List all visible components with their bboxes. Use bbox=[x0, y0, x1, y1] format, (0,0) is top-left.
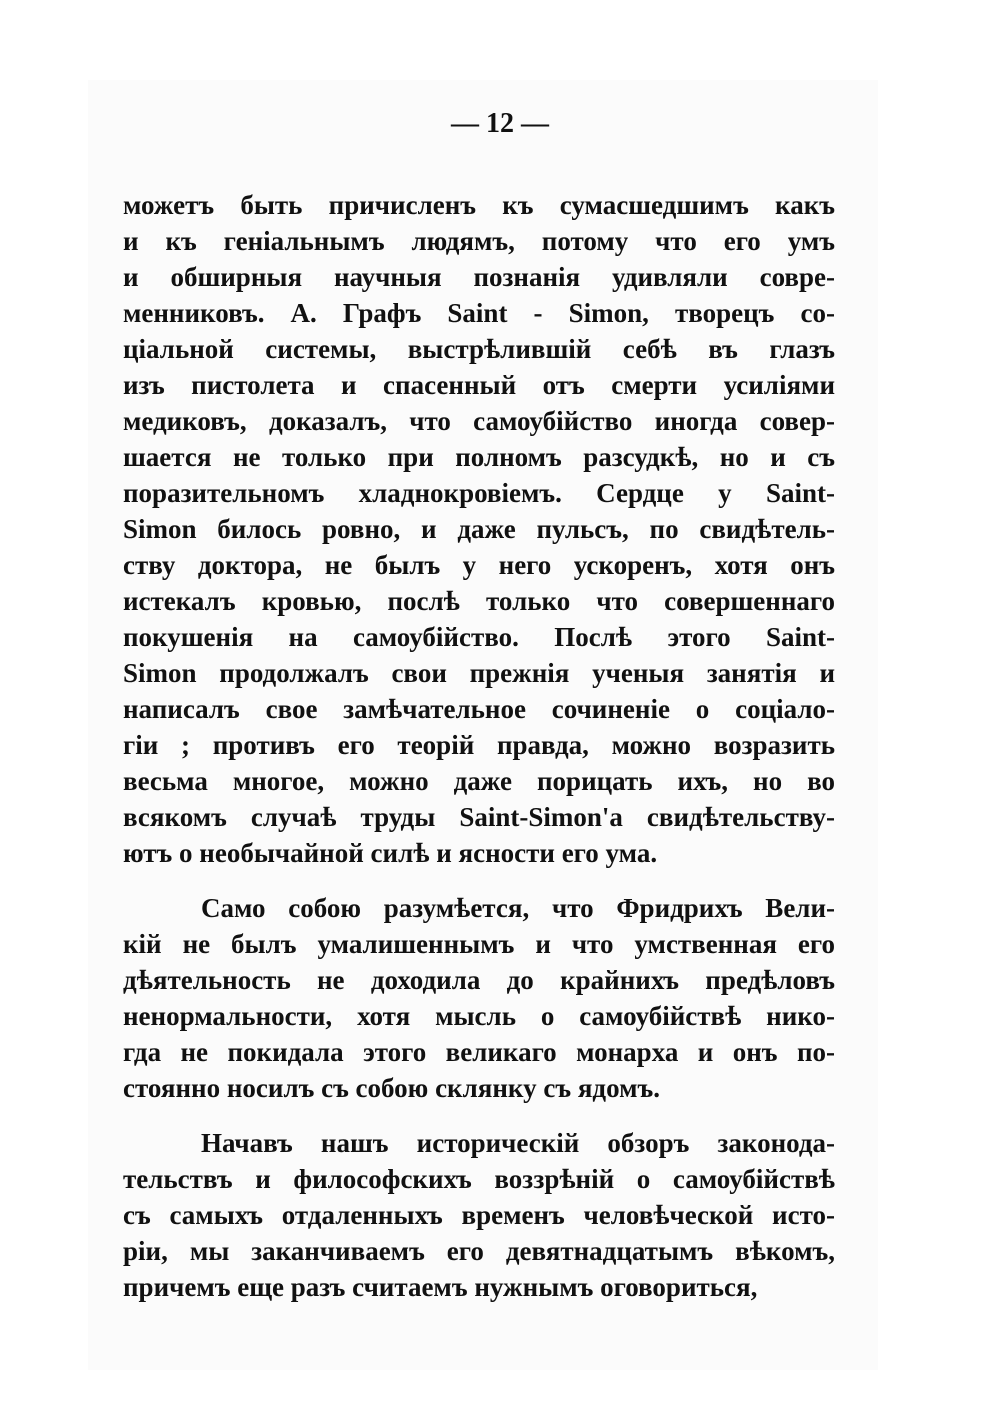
text-line: Simon билось ровно, и даже пульсъ, по свидѣтель- bbox=[123, 514, 835, 544]
text-line: дѣятельность не доходила до крайнихъ предѣловъ bbox=[123, 965, 835, 995]
text-line: всякомъ случаѣ труды Saint-Simon'а свидѣтельству- bbox=[123, 802, 835, 832]
text-line: гіи ; противъ его теорій правда, можно возразить bbox=[123, 730, 835, 760]
text-line: изъ пистолета и спасенный отъ смерти усиліями bbox=[123, 370, 835, 400]
text-line: гда не покидала этого великаго монарха и онъ по- bbox=[123, 1037, 835, 1067]
text-line: весьма многое, можно даже порицать ихъ, но во bbox=[123, 766, 835, 796]
paragraph bbox=[123, 187, 835, 871]
text-line: съ самыхъ отдаленныхъ временъ человѣческой исто- bbox=[123, 1200, 835, 1230]
text-line: стоянно носилъ съ собою склянку съ ядомъ. bbox=[123, 1073, 660, 1103]
text-line: можетъ быть причисленъ къ сумасшедшимъ какъ bbox=[123, 190, 835, 220]
text-line: Само собою разумѣется, что Фридрихъ Вели- bbox=[201, 893, 835, 923]
text-line: ютъ о необычайной силѣ и ясности его ума. bbox=[123, 838, 658, 868]
text-line: покушенія на самоубійство. Послѣ этого Saint- bbox=[123, 622, 835, 652]
text-line: тельствъ и философскихъ воззрѣній о самоубійствѣ bbox=[123, 1164, 835, 1194]
text-line: ненормальности, хотя мысль о самоубійствѣ нико- bbox=[123, 1001, 835, 1031]
text-line: менниковъ. А. Графъ Saint - Simon, творецъ со- bbox=[123, 298, 835, 328]
text-line: истекалъ кровью, послѣ только что совершеннаго bbox=[123, 586, 835, 616]
paragraph bbox=[123, 1125, 835, 1305]
text-line: и обширныя научныя познанія удивляли совре- bbox=[123, 262, 835, 292]
text-line: написалъ свое замѣчательное сочиненіе о соціало- bbox=[123, 694, 835, 724]
text-line: медиковъ, доказалъ, что самоубійство иногда совер- bbox=[123, 406, 835, 436]
text-line: Начавъ нашъ историческій обзоръ законода- bbox=[201, 1128, 835, 1158]
text-line: кій не былъ умалишеннымъ и что умственная его bbox=[123, 929, 835, 959]
text-line: Simon продолжалъ свои прежнія ученыя занятія и bbox=[123, 658, 835, 688]
paragraph bbox=[123, 890, 835, 1106]
page-number: — 12 — bbox=[451, 108, 549, 139]
text-line: поразительномъ хладнокровіемъ. Сердце у Saint- bbox=[123, 478, 835, 508]
text-line: шается не только при полномъ разсудкѣ, но и съ bbox=[123, 442, 835, 472]
text-line: ству доктора, не былъ у него ускоренъ, хотя онъ bbox=[123, 550, 835, 580]
text-line: ціальной системы, выстрѣлившій себѣ въ глазъ bbox=[123, 334, 835, 364]
page-body bbox=[123, 187, 835, 1324]
text-line: и къ геніальнымъ людямъ, потому что его умъ bbox=[123, 226, 835, 256]
text-line: ріи, мы заканчиваемъ его девятнадцатымъ вѣкомъ, bbox=[123, 1236, 835, 1266]
text-line: причемъ еще разъ считаемъ нужнымъ оговориться, bbox=[123, 1272, 758, 1302]
